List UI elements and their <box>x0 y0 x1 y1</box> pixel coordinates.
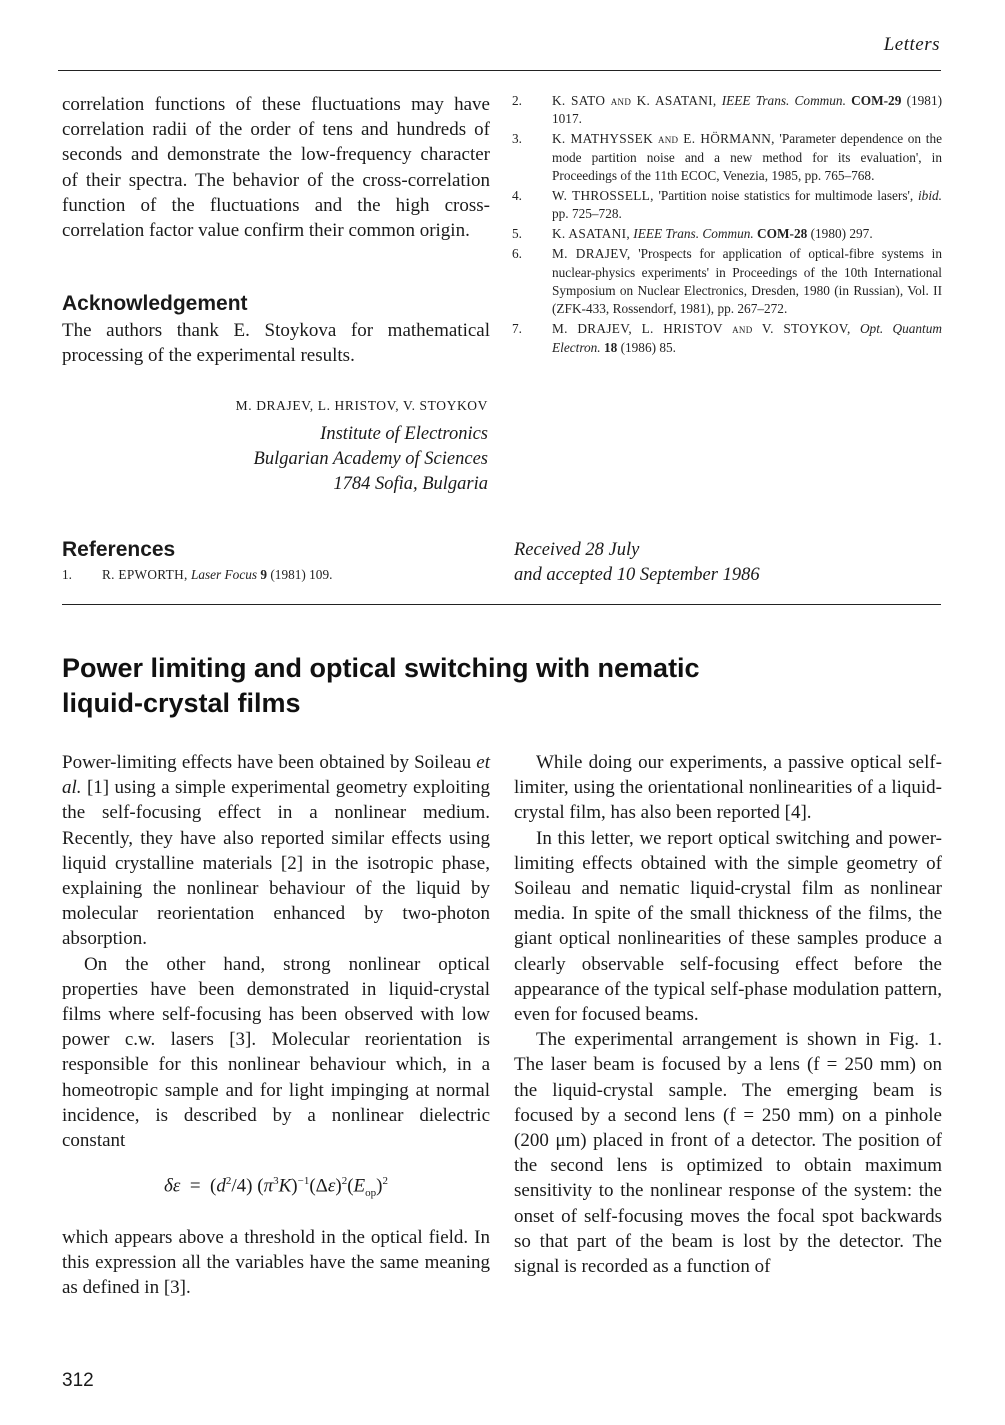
article-title-line-2: liquid-crystal films <box>62 688 301 718</box>
article-title-line-1: Power limiting and optical switching with nematic <box>62 653 700 683</box>
reference-4 <box>512 187 942 224</box>
ref-authors: K. ASATANI, <box>552 226 630 242</box>
received-line-1: Received 28 July <box>514 540 640 560</box>
references-heading: References <box>62 538 176 561</box>
ref-num: 2. <box>512 93 522 108</box>
running-head: Letters <box>883 34 940 55</box>
paragraph-1-text-b: [1] using a simple experimental geometry exploiting the self-focusing effect in a nonlinear medium. Recently, they have also reported similar effects using liquid crystalline materials [2] in the isotropic phase, explaining the nonlinear behaviour of the liquid by molecular reorientation enhanced by two-photon absorption. <box>62 777 490 950</box>
acknowledgement-text-block <box>62 318 490 368</box>
ref-journal: ibid. <box>917 188 942 204</box>
prev-article-paragraph <box>62 92 490 243</box>
header-rule <box>58 70 941 71</box>
received-date <box>514 538 934 588</box>
ref-journal: Laser Focus <box>190 567 258 582</box>
received-line-2: and accepted 10 September 1986 <box>514 565 760 585</box>
ref-journal: IEEE Trans. Commun. <box>633 226 754 242</box>
ref-authors: K. MATHYSSEK and E. HÖRMANN, <box>552 131 775 147</box>
paragraph-1-text-a: Power-limiting effects have been obtained by Soileau <box>62 752 477 773</box>
ref-text: 'Parameter dependence on the mode partition noise and a new method for its evaluation', in Proceedings of the 11th ECOC, Venezia, 1985, pp. 765–768. <box>552 131 942 184</box>
affiliation-line-1: Institute of Electronics <box>320 424 488 444</box>
ref-num: 5. <box>512 226 522 242</box>
article-column-right <box>514 750 942 1279</box>
reference-1 <box>62 566 490 586</box>
reference-7 <box>512 320 942 357</box>
paragraph-5: In this letter, we report optical switching and power-limiting effects obtained with the simple geometry of Soileau and nematic liquid-crystal film as nonlinear media. In spite of the small thickness of the films, the giant optical nonlinearities of these samples produce a clearly observable self-focusing effect before the appearance of the typical self-phase modulation pattern, even for focused beams. <box>514 827 942 1026</box>
article-separator-rule <box>62 604 941 605</box>
ref-rest: (1980) 297. <box>810 226 873 242</box>
reference-3 <box>512 130 942 185</box>
reference-5 <box>512 225 942 243</box>
acknowledgement-heading: Acknowledgement <box>62 292 248 315</box>
reference-6 <box>512 245 942 319</box>
ref-text: 'Prospects for application of optical-fibre systems in nuclear-physics experiments' in Proceedings of the 10th International Symposium on Nuclear Electronics, Dresden, 1980 (in Russian), Vol. II (ZFK-433, Rossendorf, 1981), pp. 267–272. <box>552 246 942 317</box>
acknowledgement-text: The authors thank E. Stoykova for mathematical processing of the experimental results. <box>62 320 490 367</box>
ref-rest: pp. 725–728. <box>552 206 622 222</box>
prev-article-text: correlation functions of these fluctuations may have correlation radii of the order of tens and hundreds of seconds and demonstrate the low-frequency character of their spectra. The behavior of the cross-correlation function of the fluctuations and the high cross-correlation factor value confirm their common origin. <box>62 94 490 242</box>
ref-journal: IEEE Trans. Commun. <box>721 93 846 108</box>
page-number: 312 <box>62 1370 94 1391</box>
paragraph-1-etal: et al. <box>62 752 490 799</box>
ref-num: 4. <box>512 188 522 204</box>
affiliation-line-3: 1784 Sofia, Bulgaria <box>333 474 488 494</box>
author-affiliation <box>150 393 488 497</box>
ref-num: 7. <box>512 321 522 337</box>
ref-num: 3. <box>512 131 522 147</box>
references-list <box>512 92 942 359</box>
paragraph-6: The experimental arrangement is shown in Fig. 1. The laser beam is focused by a lens (f = 250 mm) on the liquid-crystal sample. The emerging beam is focused by a second lens (f = 250 mm) on a pinhole (200 μm) placed in front of a detector. The position of the second lens is optimized to obtain maximum sensitivity to the nonlinear response of the system: the onset of self-focusing moves the focal spot backwards so that part of the beam is lost by the detector. The signal is recorded as a function of <box>514 1029 942 1278</box>
author-names: M. DRAJEV, L. HRISTOV, V. STOYKOV <box>235 398 488 413</box>
affiliation-line-2: Bulgarian Academy of Sciences <box>253 449 488 469</box>
article-title <box>62 651 942 721</box>
ref-volume: 18 <box>603 339 618 355</box>
ref-authors: W. THROSSELL, <box>552 188 654 204</box>
ref-text: 'Partition noise statistics for multimode lasers', <box>658 188 914 204</box>
ref-num: 1. <box>62 567 72 582</box>
ref-rest: (1981) 109. <box>270 567 333 582</box>
article-column-left <box>62 750 490 1300</box>
ref-rest: (1981) 1017. <box>552 93 943 127</box>
paragraph-4: While doing our experiments, a passive optical self-limiter, using the orientational nonlinearities of a liquid-crystal film, has also been reported [4]. <box>514 752 942 824</box>
reference-2 <box>512 92 942 129</box>
dielectric-equation: $\delta\varepsilon = (d^2/4)$ $(\pi^3K)^{-1}(\Delta\varepsilon)^2(E_{op})^2$ <box>164 1175 388 1200</box>
paragraph-3: which appears above a threshold in the optical field. In this expression all the variables have the same meaning as defined in [3]. <box>62 1226 490 1298</box>
ref-volume: COM-28 <box>757 226 808 242</box>
ref-rest: (1986) 85. <box>620 339 676 355</box>
ref-volume: 9 <box>260 567 268 582</box>
paragraph-2: On the other hand, strong nonlinear optical properties have been demonstrated in liquid-crystal films where self-focusing has been observed with low power c.w. lasers [3]. Molecular reorientation is responsible for this nonlinear behaviour which, in a homeotropic sample and for light impinging at normal incidence, is described by a nonlinear dielectric constant <box>62 953 490 1152</box>
ref-authors: M. DRAJEV, <box>552 246 631 262</box>
ref-volume: COM-29 <box>851 93 902 108</box>
paragraph-1 <box>62 750 490 952</box>
ref-authors: M. DRAJEV, L. HRISTOV and V. STOYKOV, <box>552 321 851 337</box>
ref-num: 6. <box>512 246 522 262</box>
ref-journal: Opt. Quantum Electron. <box>552 321 943 355</box>
ref-authors: K. SATO and K. ASATANI, <box>552 93 717 108</box>
ref-authors: R. EPWORTH, <box>102 567 188 582</box>
